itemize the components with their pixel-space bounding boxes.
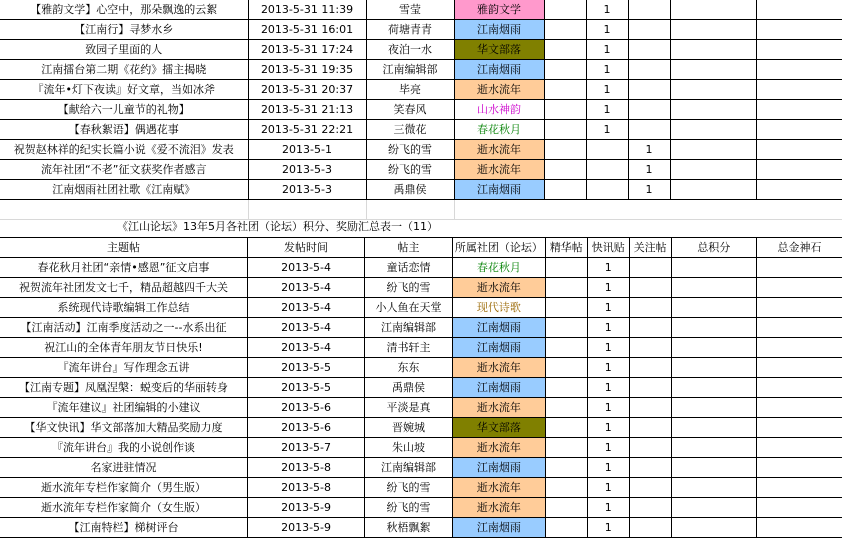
stones-cell (756, 478, 842, 498)
points-cell (670, 180, 756, 200)
stones-cell (756, 80, 842, 100)
kuaixun-cell (586, 160, 628, 180)
kuaixun-cell: 1 (587, 378, 629, 398)
date-cell: 2013-5-5 (248, 358, 365, 378)
guanzhu-cell (628, 80, 670, 100)
author-cell: 禹鼎侯 (366, 180, 454, 200)
kuaixun-cell: 1 (587, 438, 629, 458)
jinghua-cell (545, 478, 587, 498)
table-row (0, 458, 842, 478)
points-cell (671, 518, 756, 538)
date-cell: 2013-5-4 (248, 338, 365, 358)
author-cell: 纷飞的雪 (366, 160, 454, 180)
club-cell: 现代诗歌 (452, 298, 545, 318)
stones-cell (756, 20, 842, 40)
jinghua-cell (544, 140, 586, 160)
points-cell (670, 140, 756, 160)
jinghua-cell (544, 40, 586, 60)
stones-cell (756, 318, 842, 338)
topic-cell: 春花秋月社团“亲情•感恩”征文启事 (0, 258, 248, 278)
jinghua-cell (544, 180, 586, 200)
points-cell (670, 100, 756, 120)
topic-cell: 致园子里面的人 (0, 40, 248, 60)
jinghua-cell (545, 298, 587, 318)
guanzhu-cell (628, 120, 670, 140)
table-row (0, 298, 842, 318)
date-cell: 2013-5-8 (248, 478, 365, 498)
points-cell (670, 0, 756, 20)
jinghua-cell (544, 120, 586, 140)
club-cell: 逝水流年 (452, 438, 545, 458)
kuaixun-cell: 1 (586, 20, 628, 40)
club-cell: 江南烟雨 (454, 20, 544, 40)
table-row (0, 358, 842, 378)
club-cell: 逝水流年 (452, 478, 545, 498)
points-cell (671, 378, 756, 398)
kuaixun-cell: 1 (587, 398, 629, 418)
topic-cell: 『流年讲台』写作理念五讲 (0, 358, 248, 378)
stones-cell (756, 278, 842, 298)
club-cell: 春花秋月 (454, 120, 544, 140)
table-row (0, 378, 842, 398)
points-cell (671, 478, 756, 498)
stones-cell (756, 458, 842, 478)
kuaixun-cell: 1 (587, 258, 629, 278)
author-cell: 三微花 (366, 120, 454, 140)
stones-cell (756, 438, 842, 458)
author-cell: 禹鼎侯 (365, 378, 453, 398)
guanzhu-cell (629, 258, 671, 278)
points-cell (670, 60, 756, 80)
kuaixun-cell: 1 (587, 278, 629, 298)
club-cell: 华文部落 (452, 418, 545, 438)
stones-cell (756, 60, 842, 80)
header-jinghua: 精华帖 (545, 238, 587, 258)
date-cell: 2013-5-5 (248, 378, 365, 398)
stones-cell (756, 378, 842, 398)
author-cell: 平淡是真 (365, 398, 453, 418)
jinghua-cell (545, 318, 587, 338)
table-row (0, 398, 842, 418)
table-row (0, 318, 842, 338)
jinghua-cell (545, 378, 587, 398)
jinghua-cell (545, 398, 587, 418)
date-cell: 2013-5-8 (248, 458, 365, 478)
jinghua-cell (544, 60, 586, 80)
stones-cell (756, 180, 842, 200)
table-row (0, 20, 842, 40)
stones-cell (756, 0, 842, 20)
club-cell: 逝水流年 (452, 398, 545, 418)
stones-cell (756, 398, 842, 418)
topic-cell: 名家进驻情况 (0, 458, 248, 478)
points-cell (671, 318, 756, 338)
club-cell: 逝水流年 (452, 358, 545, 378)
stones-cell (756, 358, 842, 378)
topic-cell: 祝贺赵林祥的纪实长篇小说《爱不流泪》发表 (0, 140, 248, 160)
date-cell: 2013-5-31 22:21 (248, 120, 366, 140)
guanzhu-cell (629, 358, 671, 378)
club-cell: 春花秋月 (452, 258, 545, 278)
stones-cell (756, 498, 842, 518)
date-cell: 2013-5-4 (248, 278, 365, 298)
jinghua-cell (545, 438, 587, 458)
header-kuaixun: 快讯贴 (587, 238, 629, 258)
jinghua-cell (545, 498, 587, 518)
header-total-stones: 总金神石 (756, 238, 842, 258)
guanzhu-cell (629, 318, 671, 338)
header-topic: 主题帖 (0, 238, 248, 258)
bottom-table (0, 238, 842, 538)
kuaixun-cell: 1 (586, 40, 628, 60)
table-row (0, 140, 842, 160)
author-cell: 清书轩主 (365, 338, 453, 358)
date-cell: 2013-5-4 (248, 318, 365, 338)
topic-cell: 逝水流年专栏作家简介（女生版） (0, 498, 248, 518)
stones-cell (756, 120, 842, 140)
points-cell (671, 338, 756, 358)
table-row (0, 438, 842, 458)
kuaixun-cell: 1 (587, 358, 629, 378)
topic-cell: 流年社团“不老”征文获奖作者感言 (0, 160, 248, 180)
stones-cell (756, 100, 842, 120)
club-cell: 华文部落 (454, 40, 544, 60)
author-cell: 纷飞的雪 (365, 478, 453, 498)
jinghua-cell (545, 358, 587, 378)
date-cell: 2013-5-9 (248, 498, 365, 518)
guanzhu-cell (628, 40, 670, 60)
author-cell: 雪莹 (366, 0, 454, 20)
topic-cell: 【江南特栏】梯树评台 (0, 518, 248, 538)
kuaixun-cell (586, 180, 628, 200)
guanzhu-cell (629, 278, 671, 298)
topic-cell: 系统现代诗歌编辑工作总结 (0, 298, 248, 318)
kuaixun-cell: 1 (587, 298, 629, 318)
author-cell: 江南编辑部 (365, 318, 453, 338)
guanzhu-cell (629, 298, 671, 318)
stones-cell (756, 160, 842, 180)
header-row (0, 238, 842, 258)
stones-cell (756, 140, 842, 160)
topic-cell: 【春秋絮语】偶遇花事 (0, 120, 248, 140)
kuaixun-cell: 1 (586, 120, 628, 140)
author-cell: 毕亮 (366, 80, 454, 100)
club-cell: 逝水流年 (454, 160, 544, 180)
kuaixun-cell: 1 (587, 498, 629, 518)
club-cell: 雅韵文学 (454, 0, 544, 20)
topic-cell: 江南烟雨社团社歌《江南赋》 (0, 180, 248, 200)
kuaixun-cell (586, 140, 628, 160)
club-cell: 逝水流年 (452, 498, 545, 518)
date-cell: 2013-5-31 21:13 (248, 100, 366, 120)
header-total-points: 总积分 (671, 238, 756, 258)
date-cell: 2013-5-1 (248, 140, 366, 160)
header-date: 发帖时间 (248, 238, 365, 258)
header-author: 帖主 (365, 238, 453, 258)
topic-cell: 祝贺流年社团发文七千，精品超越四千大关 (0, 278, 248, 298)
guanzhu-cell: 1 (628, 160, 670, 180)
kuaixun-cell: 1 (587, 458, 629, 478)
date-cell: 2013-5-3 (248, 160, 366, 180)
topic-cell: 【华文快讯】华文部落加大精品奖励力度 (0, 418, 248, 438)
date-cell: 2013-5-31 20:37 (248, 80, 366, 100)
guanzhu-cell (629, 458, 671, 478)
club-cell: 江南烟雨 (454, 60, 544, 80)
club-cell: 江南烟雨 (452, 518, 545, 538)
date-cell: 2013-5-31 11:39 (248, 0, 366, 20)
kuaixun-cell: 1 (586, 60, 628, 80)
author-cell: 秋梧飘絮 (365, 518, 453, 538)
date-cell: 2013-5-6 (248, 398, 365, 418)
section-title: 《江山论坛》13年5月各社团（论坛）积分、奖励汇总表一（11） (117, 220, 438, 233)
top-table (0, 0, 842, 220)
kuaixun-cell: 1 (587, 478, 629, 498)
guanzhu-cell (628, 60, 670, 80)
stones-cell (756, 258, 842, 278)
guanzhu-cell (629, 478, 671, 498)
table-row (0, 160, 842, 180)
points-cell (670, 20, 756, 40)
guanzhu-cell (629, 418, 671, 438)
jinghua-cell (544, 100, 586, 120)
table-row (0, 518, 842, 538)
date-cell: 2013-5-6 (248, 418, 365, 438)
club-cell: 山水神韵 (454, 100, 544, 120)
author-cell: 江南编辑部 (365, 458, 453, 478)
club-cell: 逝水流年 (452, 278, 545, 298)
author-cell: 笑春风 (366, 100, 454, 120)
stones-cell (756, 338, 842, 358)
date-cell: 2013-5-31 19:35 (248, 60, 366, 80)
club-cell: 江南烟雨 (452, 458, 545, 478)
kuaixun-cell: 1 (587, 418, 629, 438)
guanzhu-cell (628, 0, 670, 20)
table-row (0, 478, 842, 498)
table-row (0, 80, 842, 100)
author-cell: 纷飞的雪 (365, 278, 453, 298)
jinghua-cell (545, 338, 587, 358)
jinghua-cell (545, 258, 587, 278)
topic-cell: 【江南行】寻梦水乡 (0, 20, 248, 40)
jinghua-cell (545, 278, 587, 298)
table-row (0, 60, 842, 80)
author-cell: 江南编辑部 (366, 60, 454, 80)
jinghua-cell (544, 0, 586, 20)
jinghua-cell (544, 80, 586, 100)
guanzhu-cell (629, 518, 671, 538)
header-club: 所属社团（论坛） (452, 238, 545, 258)
guanzhu-cell (629, 338, 671, 358)
club-cell: 江南烟雨 (452, 338, 545, 358)
author-cell: 纷飞的雪 (366, 140, 454, 160)
kuaixun-cell: 1 (587, 338, 629, 358)
author-cell: 夜泊一水 (366, 40, 454, 60)
kuaixun-cell: 1 (587, 518, 629, 538)
guanzhu-cell (629, 498, 671, 518)
guanzhu-cell (628, 100, 670, 120)
stones-cell (756, 418, 842, 438)
topic-cell: 江南擂台第二期《花约》擂主揭晓 (0, 60, 248, 80)
date-cell: 2013-5-4 (248, 298, 365, 318)
date-cell: 2013-5-3 (248, 180, 366, 200)
author-cell: 晋婉城 (365, 418, 453, 438)
guanzhu-cell (628, 20, 670, 40)
topic-cell: 【江南活动】江南季度活动之一--水系出征 (0, 318, 248, 338)
table-row (0, 100, 842, 120)
topic-cell: 逝水流年专栏作家简介（男生版） (0, 478, 248, 498)
points-cell (671, 438, 756, 458)
jinghua-cell (545, 458, 587, 478)
stones-cell (756, 518, 842, 538)
points-cell (671, 418, 756, 438)
date-cell: 2013-5-31 16:01 (248, 20, 366, 40)
guanzhu-cell (629, 378, 671, 398)
topic-cell: 『流年讲台』我的小说创作谈 (0, 438, 248, 458)
header-guanzhu: 关注帖 (629, 238, 671, 258)
table-row (0, 498, 842, 518)
points-cell (670, 160, 756, 180)
points-cell (671, 398, 756, 418)
jinghua-cell (544, 160, 586, 180)
table-row (0, 0, 842, 20)
points-cell (670, 120, 756, 140)
points-cell (671, 498, 756, 518)
stones-cell (756, 298, 842, 318)
table-row (0, 338, 842, 358)
points-cell (671, 258, 756, 278)
table-row (0, 120, 842, 140)
topic-cell: 『流年建议』社团编辑的小建议 (0, 398, 248, 418)
jinghua-cell (544, 20, 586, 40)
jinghua-cell (545, 418, 587, 438)
guanzhu-cell (629, 398, 671, 418)
date-cell: 2013-5-31 17:24 (248, 40, 366, 60)
section-title-row (0, 216, 842, 238)
author-cell: 小人鱼在天堂 (365, 298, 453, 318)
points-cell (671, 298, 756, 318)
guanzhu-cell (629, 438, 671, 458)
author-cell: 纷飞的雪 (365, 498, 453, 518)
points-cell (671, 458, 756, 478)
kuaixun-cell: 1 (586, 100, 628, 120)
date-cell: 2013-5-4 (248, 258, 365, 278)
guanzhu-cell: 1 (628, 140, 670, 160)
table-row (0, 278, 842, 298)
topic-cell: 【雅韵文学】心空中，那朵飘逸的云絮 (0, 0, 248, 20)
guanzhu-cell: 1 (628, 180, 670, 200)
kuaixun-cell: 1 (587, 318, 629, 338)
date-cell: 2013-5-7 (248, 438, 365, 458)
author-cell: 荷塘青青 (366, 20, 454, 40)
topic-cell: 【献给六一儿童节的礼物】 (0, 100, 248, 120)
club-cell: 逝水流年 (454, 80, 544, 100)
points-cell (671, 358, 756, 378)
date-cell: 2013-5-9 (248, 518, 365, 538)
table-row (0, 418, 842, 438)
topic-cell: 【江南专题】凤凰涅槃：蜕变后的华丽转身 (0, 378, 248, 398)
club-cell: 江南烟雨 (452, 318, 545, 338)
kuaixun-cell: 1 (586, 0, 628, 20)
points-cell (670, 80, 756, 100)
club-cell: 逝水流年 (454, 140, 544, 160)
author-cell: 朱山坡 (365, 438, 453, 458)
club-cell: 江南烟雨 (452, 378, 545, 398)
club-cell: 江南烟雨 (454, 180, 544, 200)
author-cell: 童话恋情 (365, 258, 453, 278)
jinghua-cell (545, 518, 587, 538)
kuaixun-cell: 1 (586, 80, 628, 100)
points-cell (670, 40, 756, 60)
topic-cell: 『流年•灯下夜读』好文章，当如冰斧 (0, 80, 248, 100)
topic-cell: 祝江山的全体青年朋友节日快乐! (0, 338, 248, 358)
author-cell: 东东 (365, 358, 453, 378)
stones-cell (756, 40, 842, 60)
table-row (0, 40, 842, 60)
table-row (0, 258, 842, 278)
table-row (0, 180, 842, 200)
points-cell (671, 278, 756, 298)
